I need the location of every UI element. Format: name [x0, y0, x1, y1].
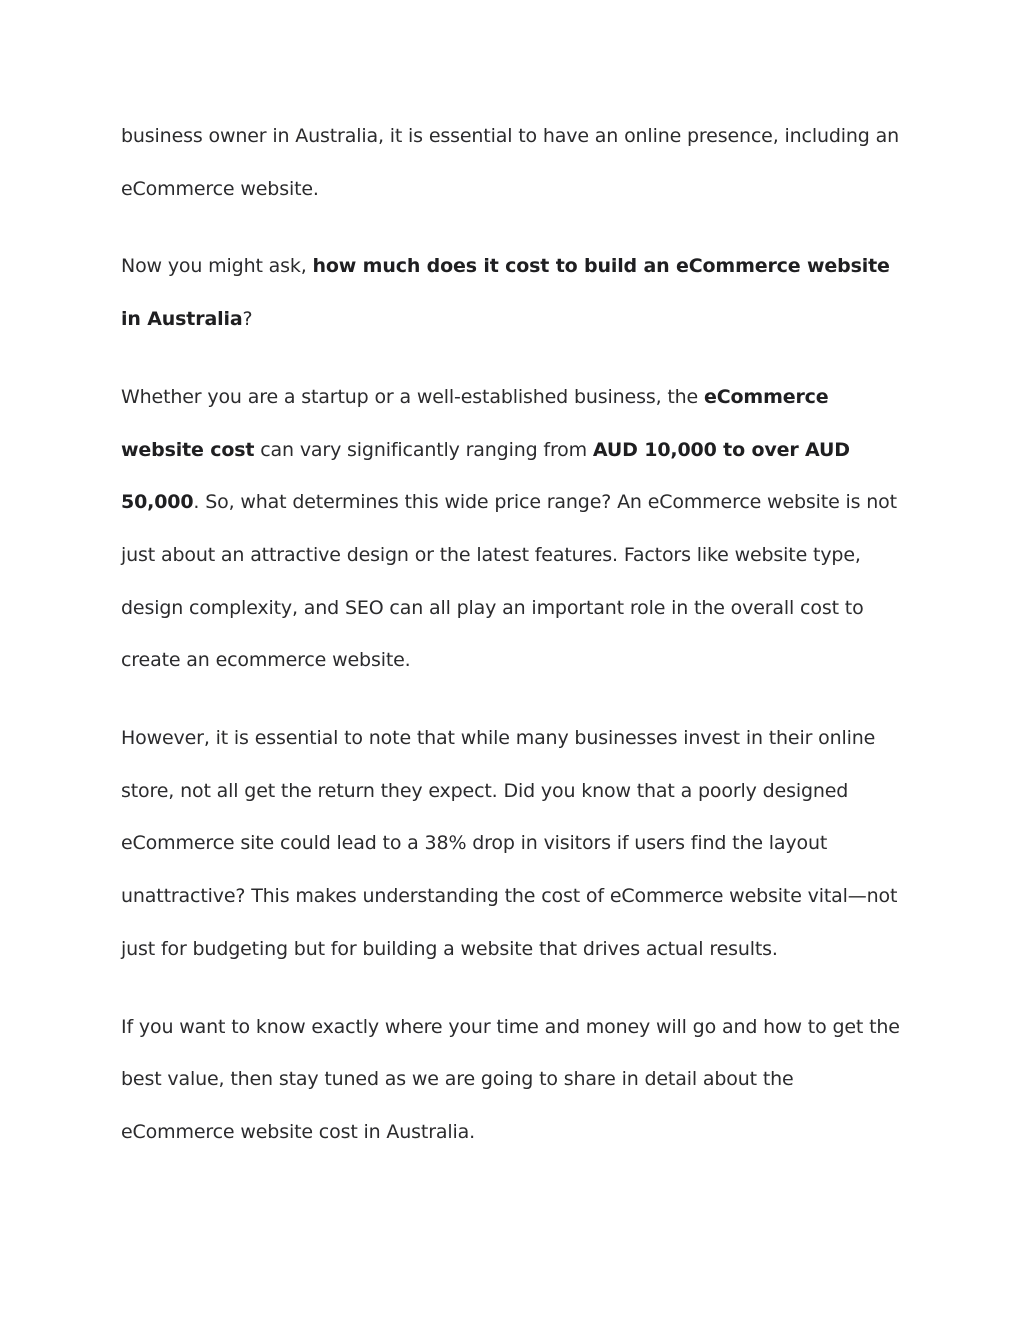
- cost-range-bold: AUD 10,000 to over AUD 50,000: [121, 438, 850, 514]
- paragraph-intro-continued: [121, 110, 903, 215]
- article-body: [121, 110, 903, 1184]
- paragraph-return-warning: [121, 712, 903, 976]
- closing-text: If you want to know exactly where your time and money will go and how to get the best value, then stay tuned as we are going to share in detail about the eCommerce website cost in Australia.: [121, 1015, 900, 1143]
- intro-text: business owner in Australia, it is essential to have an online presence, including an eCommerce website.: [121, 125, 899, 200]
- warning-text: However, it is essential to note that while many businesses invest in their online store, not all get the return they expect. Did you know that a poorly designed eCommerce site could lead to a 38% drop in visitors if users find the layout unattractive? This makes understanding the cost of eCommerce website vital—not just for budgeting but for building a website that drives actual results.: [121, 727, 898, 960]
- cost-lead-text: Whether you are a startup or a well-established business, the: [121, 385, 704, 408]
- paragraph-question: [121, 240, 903, 345]
- question-lead-text: Now you might ask,: [121, 255, 313, 278]
- question-mark: ?: [242, 308, 253, 331]
- paragraph-closing: [121, 1001, 903, 1159]
- paragraph-cost-range: [121, 371, 903, 687]
- cost-middle-text: can vary significantly ranging from: [254, 438, 593, 461]
- cost-tail-text: . So, what determines this wide price range? An eCommerce website is not just about an attractive design or the latest features. Factors like website type, design complexity, and SEO can all play an important role in the overall cost to create an ecommerce website.: [121, 491, 897, 672]
- question-bold-text: how much does it cost to build an eCommerce website in Australia: [121, 255, 890, 331]
- cost-term-bold: eCommerce website cost: [121, 385, 829, 461]
